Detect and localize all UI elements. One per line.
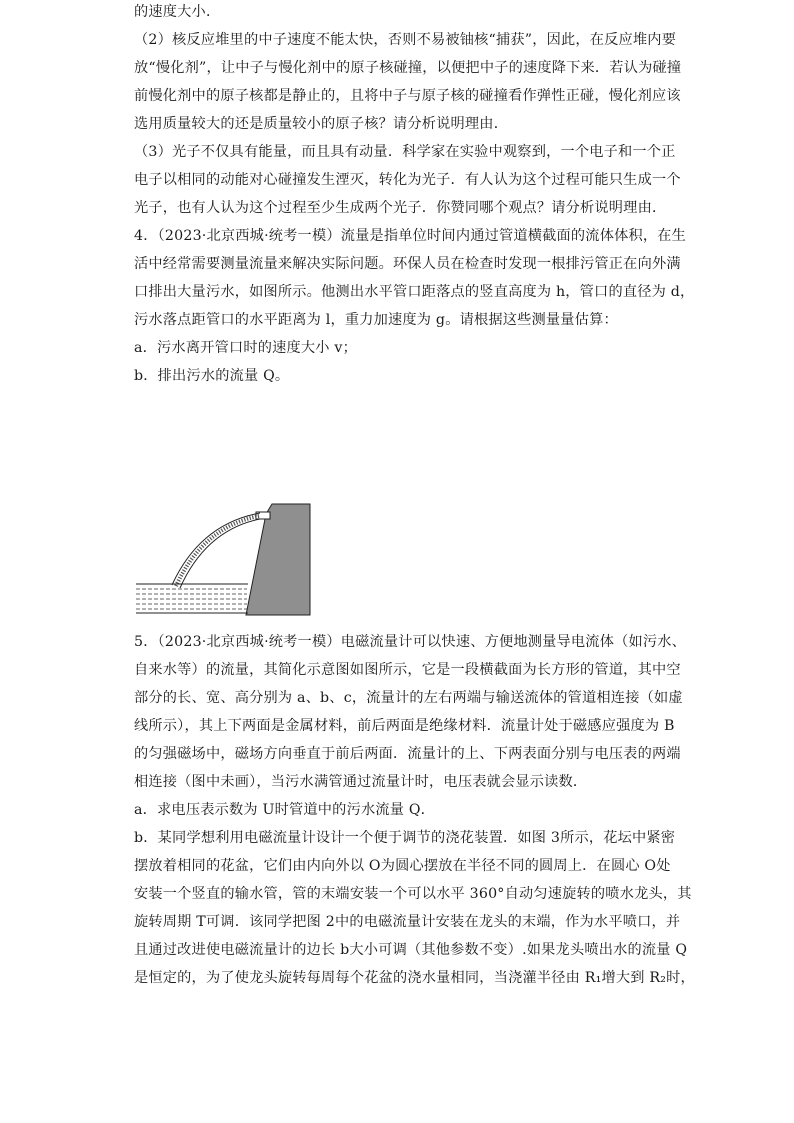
text-line-3: 放“慢化剂”，让中子与慢化剂中的原子核碰撞，以便把中子的速度降下来．若认为碰撞 (134, 60, 682, 76)
text-line-5: 选用质量较大的还是质量较小的原子核？请分析说明理由． (134, 116, 509, 132)
text-line-15: 5．（2023·北京西城·统考一模）电磁流量计可以快速、方便地测量导电流体（如污水、 (134, 634, 687, 650)
text-line-26: 且通过改进使电磁流量计的边长 b大小可调（其他参数不变）.如果龙头喷出水的流量 Q (134, 942, 688, 958)
text-line-24: 安装一个竖直的输水管，管的末端安装一个可以水平 360°自动匀速旋转的喷水龙头，其 (134, 886, 692, 902)
text-line-12: 污水落点距管口的水平距离为 l，重力加速度为 g。请根据这些测量量估算： (134, 312, 618, 328)
water-arc-outer (172, 513, 260, 585)
text-line-21: a．求电压表示数为 U时管道中的污水流量 Q． (134, 802, 436, 818)
text-line-6: （3）光子不仅具有能量，而且具有动量．科学家在实验中观察到，一个电子和一个正 (134, 144, 676, 160)
water-hatching (136, 589, 247, 609)
text-line-16: 自来水等）的流量，其简化示意图如图所示，它是一段横截面为长方形的管道，其中空 (134, 662, 681, 678)
text-line-8: 光子，也有人认为这个过程至少生成两个光子．你赞同哪个观点？请分析说明理由． (134, 200, 667, 216)
sewage-discharge-figure (134, 502, 314, 617)
water-arc-inner (180, 519, 260, 588)
text-line-4: 前慢化剂中的原子核都是静止的，且将中子与原子核的碰撞看作弹性正碰，慢化剂应该 (134, 88, 681, 104)
text-line-19: 的匀强磁场中，磁场方向垂直于前后两面．流量计的上、下两表面分别与电压表的两端 (134, 746, 681, 762)
text-line-20: 相连接（图中未画），当污水满管通过流量计时，电压表就会显示读数． (134, 774, 588, 790)
text-line-17: 部分的长、宽、高分别为 a、b、c，流量计的左右两端与输送流体的管道相连接（如虚 (134, 690, 683, 706)
text-line-18: 线所示），其上下两面是金属材料，前后两面是绝缘材料．流量计处于磁感应强度为 B (134, 718, 675, 734)
text-line-1: 的速度大小． (134, 4, 221, 20)
text-line-14: b．排出污水的流量 Q。 (134, 368, 290, 384)
text-line-13: a．污水离开管口时的速度大小 v； (134, 340, 358, 356)
text-line-27: 是恒定的，为了使龙头旋转每周每个花盆的浇水量相同，当浇灌半径由 R₁增大到 R₂时， (134, 970, 695, 986)
text-line-2: （2）核反应堆里的中子速度不能太快，否则不易被铀核“捕获”，因此，在反应堆内要 (134, 32, 677, 48)
text-line-25: 旋转周期 T可调．该同学把图 2中的电磁流量计安装在龙头的末端，作为水平喷口，并 (134, 914, 681, 930)
text-line-11: 口排出大量污水，如图所示。他测出水平管口距落点的竖直高度为 h，管口的直径为 d， (134, 284, 695, 300)
text-line-7: 电子以相同的动能对心碰撞发生湮灭，转化为光子．有人认为这个过程可能只生成一个 (134, 172, 681, 188)
text-line-23: 摆放着相同的花盆，它们由内向外以 O为圆心摆放在半径不同的圆周上．在圆心 O处 (134, 858, 671, 874)
wall-shape (246, 504, 310, 615)
text-line-10: 活中经常需要测量流量来解决实际问题。环保人员在检查时发现一根排污管正在向外满 (134, 256, 681, 272)
text-line-9: 4．（2023·北京西城·统考一模）流量是指单位时间内通过管道横截面的流体体积，在生 (134, 228, 687, 244)
water-arc-texture (176, 516, 259, 586)
text-line-22: b．某同学想利用电磁流量计设计一个便于调节的浇花装置．如图 3所示，花坛中紧密 (134, 830, 676, 846)
